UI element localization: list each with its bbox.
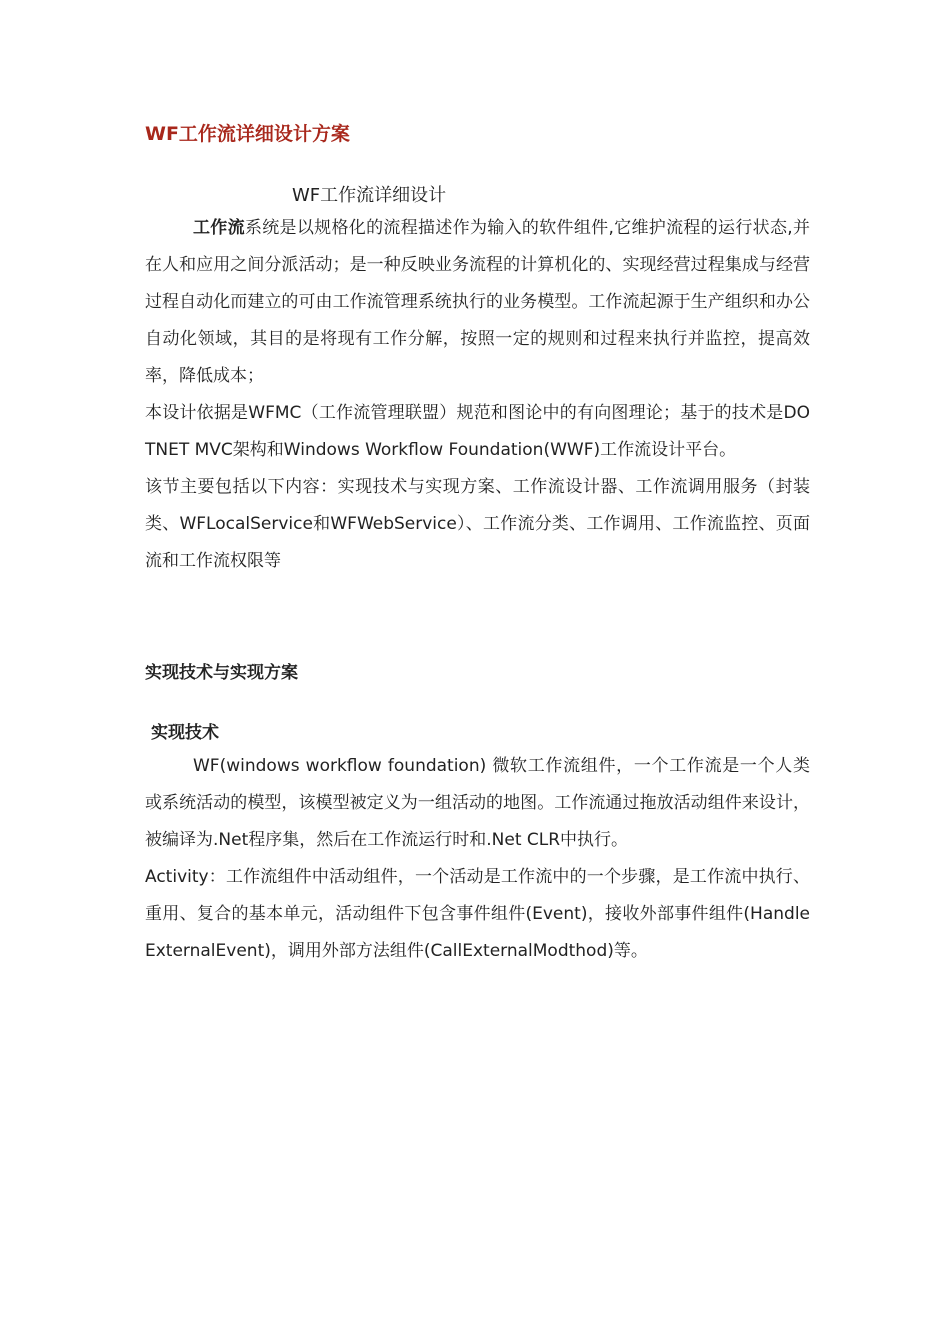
intro-bold-lead: 工作流	[193, 218, 245, 238]
wf-paragraph: WF(windows workflow foundation) 微软工作流组件，一个工作流是一个人类或系统活动的模型，该模型被定义为一组活动的地图。工作流通过拖放活动组件来设计，被编译为.Net程序集，然后在工作流运行时和.Net CLR中执行。	[145, 756, 810, 850]
basis-paragraph: 本设计依据是WFMC（工作流管理联盟）规范和图论中的有向图理论；基于的技术是DOTNET MVC架构和Windows Workflow Foundation(WWF)工作流设计平台。	[145, 403, 810, 460]
section-heading: 实现技术与实现方案	[145, 663, 298, 683]
document-body	[145, 120, 810, 970]
intro-text: 系统是以规格化的流程描述作为输入的软件组件,它维护流程的运行状态,并在人和应用之间分派活动；是一种反映业务流程的计算机化的、实现经营过程集成与经营过程自动化而建立的可由工作流管理系统执行的业务模型。工作流起源于生产组织和办公自动化领域，其目的是将现有工作分解，按照一定的规则和过程来执行并监控，提高效率，降低成本；	[145, 218, 810, 386]
document-subtitle: WF工作流详细设计	[292, 185, 447, 206]
activity-paragraph: Activity：工作流组件中活动组件，一个活动是工作流中的一个步骤，是工作流中执行、重用、复合的基本单元，活动组件下包含事件组件(Event)，接收外部事件组件(HandleExternalEvent)，调用外部方法组件(CallExternalModthod)等。	[145, 867, 810, 961]
document-title: WF工作流详细设计方案	[145, 123, 350, 145]
contents-summary-paragraph: 该节主要包括以下内容：实现技术与实现方案、工作流设计器、工作流调用服务（封装类、WFLocalService和WFWebService）、工作流分类、工作调用、工作流监控、页面流和工作流权限等	[145, 477, 810, 571]
intro-paragraph	[145, 210, 810, 395]
subsection-heading: 实现技术	[151, 723, 219, 743]
